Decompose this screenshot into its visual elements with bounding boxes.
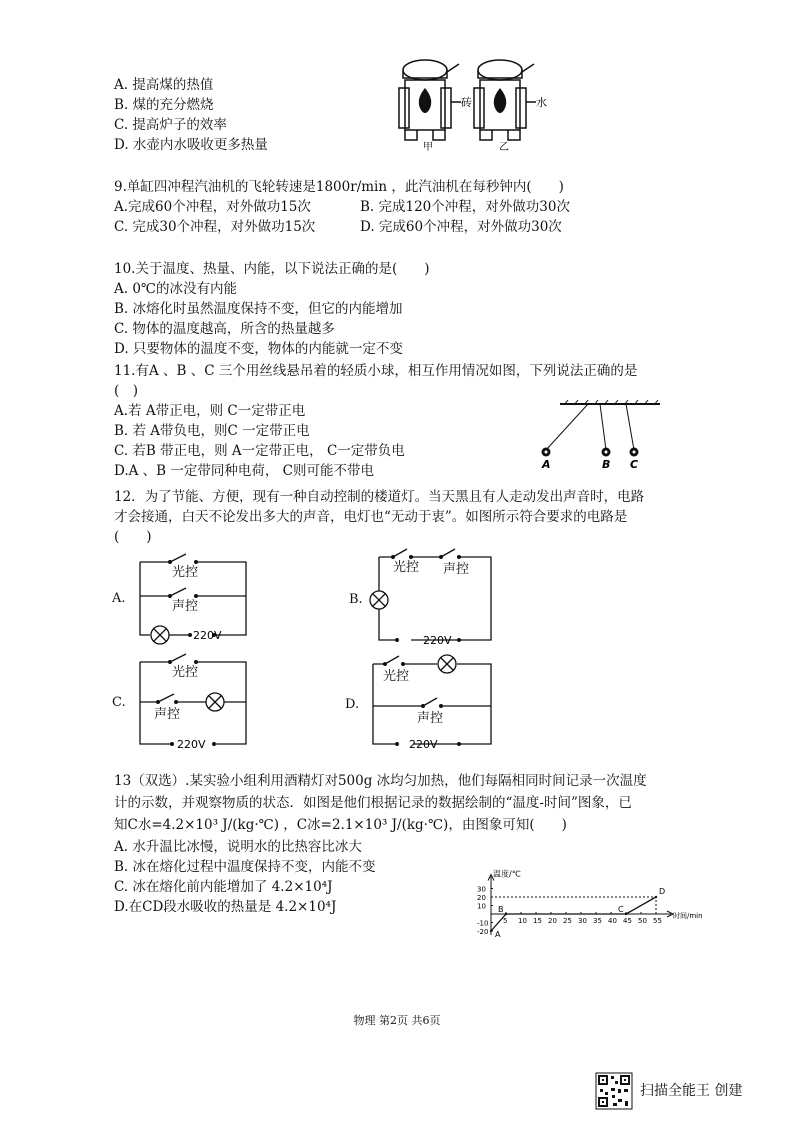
q10-option-b: B. 冰熔化时虽然温度保持不变，但它的内能增加 xyxy=(114,301,403,317)
q9-option-c: C. 完成30个冲程，对外做功15次 xyxy=(114,219,316,235)
q9-option-b: B. 完成120个冲程，对外做功30次 xyxy=(360,199,570,215)
y-tick-label: 10 xyxy=(477,902,486,911)
x-tick-label: 30 xyxy=(578,917,587,925)
q9-stem: 9.单缸四冲程汽油机的飞轮转速是1800r/min ，此汽油机在每秒钟内( ) xyxy=(114,179,564,195)
page-footer: 物理 第2页 共6页 xyxy=(353,1014,441,1027)
circuit-b-light-label: 光控 xyxy=(393,560,420,575)
q13-option-b: B. 冰在熔化过程中温度保持不变，内能不变 xyxy=(114,859,376,875)
q12-line-1: 12．为了节能、方便，现有一种自动控制的楼道灯。当天黑且有人走动发出声音时，电路 xyxy=(114,489,645,505)
pendulum-figure xyxy=(530,398,670,473)
circuit-d xyxy=(345,650,505,752)
q11-option-a: A.若 A带正电，则 C一定带正电 xyxy=(114,403,306,419)
circuit-a-letter: A. xyxy=(112,591,126,606)
x-tick-label: 5 xyxy=(503,917,508,925)
circuit-c-voltage: 220V xyxy=(177,738,206,751)
ball-label-c: C xyxy=(630,458,639,471)
q11-option-d: D.A 、B 一定带同种电荷， C则可能不带电 xyxy=(114,463,375,479)
q8-option-a: A. 提高煤的热值 xyxy=(114,77,214,93)
q13-line-1: 13（双选）.某实验小组利用酒精灯对500g 冰均匀加热，他们每隔相同时间记录一次温度 xyxy=(114,773,647,789)
q8-option-b: B. 煤的充分燃烧 xyxy=(114,97,214,113)
q9-option-d: D. 完成60个冲程，对外做功30次 xyxy=(360,219,562,235)
q13-option-d: D.在CD段水吸收的热量是 4.2×10⁴J xyxy=(114,899,337,915)
circuit-c-letter: C. xyxy=(112,695,126,710)
qr-code-icon xyxy=(596,1073,632,1109)
q11-stem: 11.有A 、B 、C 三个用丝线悬吊着的轻质小球，相互作用情况如图，下列说法正确的是 xyxy=(114,363,638,379)
q11-option-b: B. 若 A带负电，则C 一定带正电 xyxy=(114,423,310,439)
circuit-b-voltage: 220V xyxy=(423,634,452,647)
x-tick-label: 55 xyxy=(653,917,662,925)
x-tick-label: 50 xyxy=(638,917,647,925)
q12-line-2: 才会接通，白天不论发出多大的声音，电灯也“无动于衷”。如图所示符合要求的电路是 xyxy=(114,509,628,525)
q13-option-c: C. 冰在熔化前内能增加了 4.2×10⁴J xyxy=(114,879,333,895)
circuit-c-sound-label: 声控 xyxy=(154,707,181,722)
q10-option-d: D. 只要物体的温度不变，物体的内能就一定不变 xyxy=(114,341,403,357)
q9-option-a: A.完成60个冲程，对外做功15次 xyxy=(114,199,311,215)
q10-stem: 10.关于温度、热量、内能，以下说法正确的是( ) xyxy=(114,261,430,277)
y-tick-label: 30 xyxy=(477,885,486,894)
circuit-c-light-label: 光控 xyxy=(172,665,199,680)
q8-option-c: C. 提高炉子的效率 xyxy=(114,117,227,133)
x-tick-label: 45 xyxy=(623,917,632,925)
stove-figure xyxy=(395,50,565,154)
stove-label-a: 砖 xyxy=(461,96,472,109)
x-tick-label: 10 xyxy=(518,917,527,925)
data-point xyxy=(625,913,627,915)
data-point xyxy=(490,930,492,932)
circuit-b-letter: B. xyxy=(349,592,363,607)
x-tick-label: 25 xyxy=(563,917,572,925)
point-label: B xyxy=(498,905,504,914)
stove-caption-b: 乙 xyxy=(499,142,509,153)
data-point xyxy=(655,896,657,898)
scanner-brand-text: 扫描全能王 创建 xyxy=(640,1083,743,1099)
point-label: C xyxy=(618,905,624,914)
circuit-b xyxy=(345,545,505,650)
ball-label-b: B xyxy=(602,458,611,471)
data-point xyxy=(505,913,507,915)
circuit-a-light-label: 光控 xyxy=(172,565,199,580)
q11-paren: ( ) xyxy=(114,383,139,399)
circuit-c xyxy=(110,652,270,752)
q10-option-a: A. 0℃的冰没有内能 xyxy=(114,281,238,297)
x-axis-label: 时间/min xyxy=(673,912,703,920)
x-tick-label: 20 xyxy=(548,917,557,925)
circuit-b-sound-label: 声控 xyxy=(443,562,470,577)
q13-line-2: 计的示数，并观察物质的状态．如图是他们根据记录的数据绘制的“温度-时间”图象，已 xyxy=(114,795,632,811)
q12-line-3: ( ) xyxy=(114,529,152,545)
y-tick-label: 20 xyxy=(477,894,486,902)
point-label: A xyxy=(495,930,501,939)
x-tick-label: 35 xyxy=(593,917,602,925)
point-label: D xyxy=(659,887,666,896)
q13-line-3: 知C水=4.2×10³ J/(kg·℃) ，C冰=2.1×10³ J/(kg·℃)，由图象可知( ) xyxy=(114,817,567,833)
circuit-a-sound-label: 声控 xyxy=(172,599,199,614)
q11-option-c: C. 若B 带正电，则 A一定带正电， C一定带负电 xyxy=(114,443,405,459)
q8-option-d: D. 水壶内水吸收更多热量 xyxy=(114,137,268,153)
circuit-a-voltage: 220V xyxy=(193,629,222,642)
y-tick-label: -20 xyxy=(477,928,489,936)
x-tick-label: 40 xyxy=(608,917,617,925)
stove-caption-a: 甲 xyxy=(423,142,433,153)
y-tick-label: -10 xyxy=(477,919,489,928)
circuit-d-letter: D. xyxy=(345,697,360,712)
temperature-time-chart xyxy=(465,846,715,958)
ball-label-a: A xyxy=(542,458,551,471)
y-axis-label: 温度/℃ xyxy=(493,869,521,879)
x-tick-label: 15 xyxy=(533,917,542,925)
circuit-d-light-label: 光控 xyxy=(383,669,410,684)
circuit-a xyxy=(110,550,270,650)
circuit-d-voltage: 220V xyxy=(409,738,438,751)
circuit-d-sound-label: 声控 xyxy=(417,711,444,726)
q10-option-c: C. 物体的温度越高，所含的热量越多 xyxy=(114,321,335,337)
q13-option-a: A. 水升温比冰慢，说明水的比热容比冰大 xyxy=(114,839,362,855)
stove-label-b: 水 xyxy=(536,96,547,109)
